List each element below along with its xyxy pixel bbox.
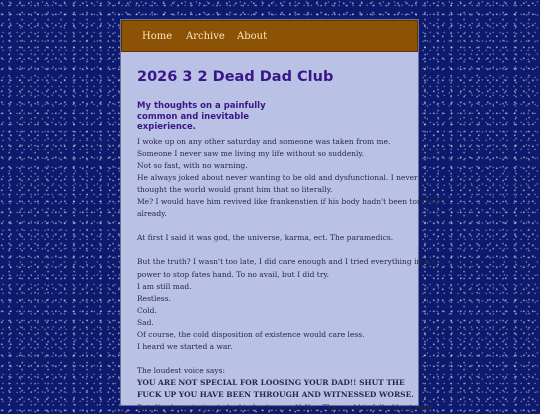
post-line: power to stop fates hand. To no avail, but I did try.	[137, 269, 330, 279]
post-line-bold: YOU ARE NOT SPECIAL FOR LOOSING YOUR DAD!! SHUT THE	[137, 378, 405, 388]
post-line: But. I've been trying to be kinder to myself. Yes. The world is full of hurt right	[137, 402, 434, 412]
post-line: Me? I would have him revived like frankenstien if his body hadn't been torched	[137, 196, 439, 206]
post-line: Restless.	[137, 293, 171, 303]
post-body	[137, 136, 439, 414]
post-line-bold: FUCK UP YOU HAVE BEEN THROUGH AND WITNESSED WORSE.	[137, 390, 414, 400]
nav-about-link[interactable]: About	[237, 31, 268, 42]
post-line: Not so fast, with no warning.	[137, 160, 248, 170]
nav-archive-link[interactable]: Archive	[186, 31, 225, 42]
post-line: I woke up on any other saturday and someone was taken from me.	[137, 136, 391, 146]
post-line: thought the world would grant him that so literally.	[137, 184, 333, 194]
post-line: But the truth? I wasn't too late, I did care enough and I tried everything in my	[137, 257, 436, 267]
post-line: Cold.	[137, 305, 157, 315]
post-content	[137, 68, 439, 414]
post-line: He always joked about never wanting to be old and dysfunctional. I never	[137, 172, 418, 182]
paragraph-gap	[137, 220, 407, 232]
post-line: Someone I never saw me living my life without so suddenly.	[137, 148, 364, 158]
post-line: The loudest voice says:	[137, 366, 225, 376]
post-line: Of course, the cold disposition of existence would care less.	[137, 330, 365, 339]
paragraph-gap	[137, 244, 407, 256]
post-line: At first I said it was god, the universe, karma, ect. The paramedics.	[137, 233, 394, 243]
top-navigation	[121, 20, 418, 52]
post-line: Sad.	[137, 317, 154, 327]
post-subtitle: My thoughts on a painfully common and inevitable expierience.	[137, 101, 266, 132]
paragraph-gap	[137, 353, 407, 365]
page-container	[121, 20, 439, 412]
nav-home-link[interactable]: Home	[142, 31, 173, 42]
post-line: I heard we started a war.	[137, 342, 233, 352]
post-line: I am still mad.	[137, 281, 192, 291]
post-line: already.	[137, 209, 167, 219]
post-title: 2026 3 2 Dead Dad Club	[137, 69, 334, 85]
